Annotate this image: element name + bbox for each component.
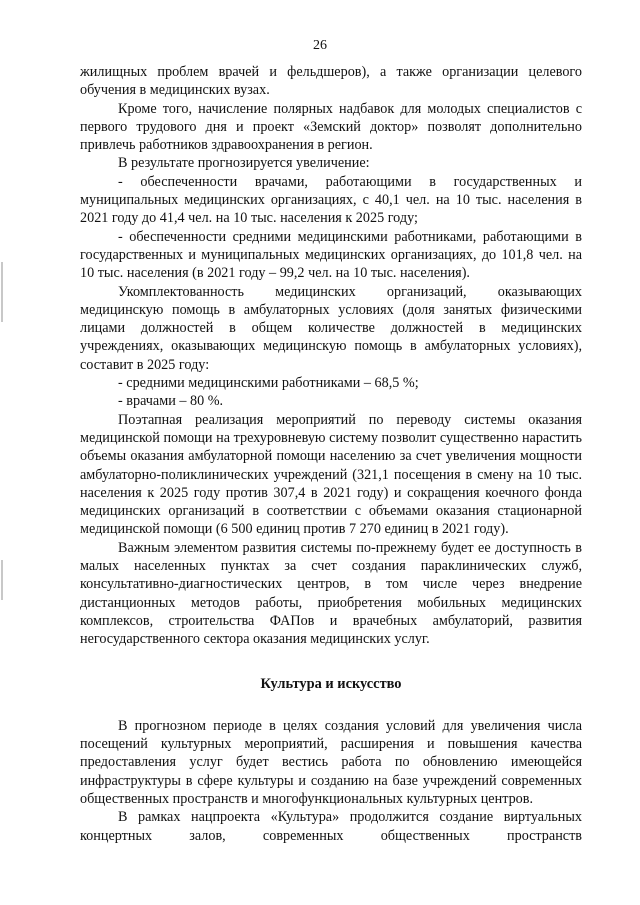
page-number: 26	[313, 38, 327, 53]
paragraph: Укомплектованность медицинских организаций, оказывающих медицинскую помощь в амбулаторных условиях (доля занятых физическими лицами должностей в общем количестве должностей в медицинских учреждениях, оказывающих медицинскую помощь в амбулаторных условиях), составит в 2025 году:	[80, 283, 582, 373]
scan-edge-mark	[1, 560, 3, 600]
paragraph: - обеспеченности врачами, работающими в государственных и муниципальных медицинских организациях, с 40,1 чел. на 10 тыс. населения в 2021 году до 41,4 чел. на 10 тыс. населения к 2025 году;	[80, 173, 582, 227]
paragraph: Поэтапная реализация мероприятий по переводу системы оказания медицинской помощи на трехуровневую систему позволит существенно нарастить объемы оказания амбулаторной помощи населению за счет увеличения мощности амбулаторно-поликлинических учреждений (321,1 посещения в смену на 10 тыс. населения к 2025 году против 307,4 в 2021 году) и сокращения коечного фонда медицинских организаций в соответствии с объемами оказания стационарной медицинской помощи (6 500 единиц против 7 270 единиц в 2021 году).	[80, 411, 582, 538]
paragraph: Кроме того, начисление полярных надбавок для молодых специалистов с первого трудового дня и проект «Земский доктор» позволят дополнительно привлечь работников здравоохранения в регион.	[80, 100, 582, 154]
paragraph: В прогнозном периоде в целях создания условий для увеличения числа посещений культурных мероприятий, расширения и повышения качества предоставления услуг будет вестись работа по обновлению имеющейся инфраструктуры в сфере культуры и созданию на базе учреждений современных общественных пространств и многофункциональных культурных центров.	[80, 717, 582, 807]
document-body	[80, 63, 582, 845]
paragraph: В результате прогнозируется увеличение:	[118, 155, 370, 172]
paragraph: Важным элементом развития системы по-прежнему будет ее доступность в малых населенных пунктах за счет создания параклинических служб, консультативно-диагностических центров, в том числе через внедрение дистанционных методов работы, приобретения мобильных медицинских комплексов, строительства ФАПов и врачебных амбулаторий, развития негосударственного сектора оказания медицинских услуг.	[80, 539, 582, 648]
paragraph: - врачами – 80 %.	[118, 393, 224, 410]
paragraph: жилищных проблем врачей и фельдшеров), а также организации целевого обучения в медицинских вузах.	[80, 64, 582, 99]
paragraph: - обеспеченности средними медицинскими работниками, работающими в государственных и муниципальных медицинских организациях, до 101,8 чел. на 10 тыс. населения (в 2021 году – 99,2 чел. на 10 тыс. населения).	[80, 228, 582, 282]
paragraph: - средними медицинскими работниками – 68,5 %;	[118, 375, 419, 392]
scan-edge-mark	[1, 262, 3, 322]
paragraph-group-healthcare	[80, 63, 582, 649]
paragraph: В рамках нацпроекта «Культура» продолжится создание виртуальных концертных залов, современных общественных пространств	[80, 809, 582, 844]
paragraph-group-culture	[80, 717, 582, 845]
section-heading: Культура и искусство	[260, 675, 402, 692]
